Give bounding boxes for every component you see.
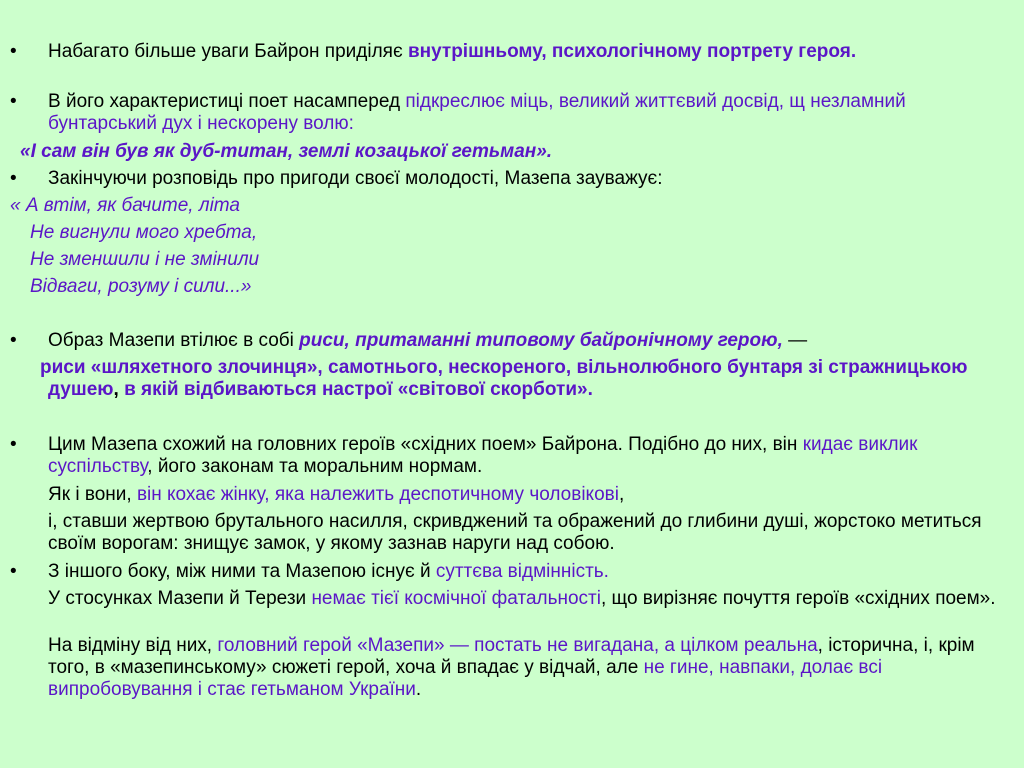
highlight: риси «шляхетного злочинця», самотнього, нескореного, вільнолюбного бунтаря зі стражницькою душею bbox=[40, 357, 968, 400]
bullet: • bbox=[10, 434, 17, 455]
paragraph-1 bbox=[10, 41, 1010, 63]
highlight: не гине, навпаки, долає всі випробовування і стає гетьманом України bbox=[48, 657, 883, 700]
highlight: він кохає жінку, яка належить деспотичному чоловікові bbox=[136, 484, 619, 505]
highlight: внутрішньому, психологічному портрету героя. bbox=[407, 41, 857, 62]
text: На відміну від них, bbox=[48, 635, 218, 656]
text: , bbox=[618, 484, 625, 505]
text: Набагато більше уваги Байрон приділяє bbox=[48, 41, 408, 62]
paragraph-9 bbox=[48, 588, 1010, 610]
highlight: риси, притаманні типовому байронічному герою, bbox=[299, 330, 783, 351]
text: , bbox=[113, 379, 125, 400]
poem-line-2: Не вигнули мого хребта, bbox=[30, 222, 258, 243]
bullet: • bbox=[10, 91, 17, 112]
text: Закінчуючи розповідь про пригоди своєї молодості, Мазепа зауважує: bbox=[48, 168, 663, 189]
paragraph-6 bbox=[48, 484, 1010, 506]
paragraph-4 bbox=[10, 330, 1010, 352]
poem-line-3: Не зменшили і не змінили bbox=[30, 249, 260, 270]
highlight: суттєва відмінність. bbox=[435, 561, 609, 582]
text: , історична, і, крім того, в «мазепинському» сюжеті герой, хоча й впадає у відчай, але bbox=[48, 635, 975, 678]
text: Як і вони, bbox=[48, 484, 137, 505]
paragraph-5 bbox=[10, 434, 1010, 478]
paragraph-4-continued bbox=[40, 357, 1010, 401]
text: Образ Мазепи втілює в собі bbox=[48, 330, 300, 351]
highlight: головний герой «Мазепи» — постать не вигадана, а цілком реальна bbox=[217, 635, 818, 656]
text: В його характеристиці поет насамперед bbox=[48, 91, 406, 112]
bullet: • bbox=[10, 168, 17, 189]
highlight: підкреслює міць, великий життєвий досвід, щ незламний бунтарський дух і нескорену волю: bbox=[48, 91, 906, 134]
text: — bbox=[782, 330, 808, 351]
highlight: в якій відбиваються настрої «світової скорботи». bbox=[124, 379, 593, 400]
bullet: • bbox=[10, 330, 17, 351]
paragraph-8 bbox=[10, 561, 1010, 583]
text: . bbox=[415, 679, 422, 700]
bullet: • bbox=[10, 41, 17, 62]
quote-line: «І сам він був як дуб-титан, землі козацької гетьман». bbox=[20, 141, 553, 162]
paragraph-10 bbox=[48, 635, 1010, 701]
paragraph-7: і, ставши жертвою брутального насилля, скривджений та ображений до глибини душі, жорстоко метиться своїм ворогам: знищує замок, у якому зазнав наруги над собою. bbox=[48, 511, 982, 554]
highlight: немає тієї космічної фатальності bbox=[311, 588, 601, 609]
highlight: кидає виклик суспільству bbox=[48, 434, 918, 477]
text: З іншого боку, між ними та Мазепою існує й bbox=[48, 561, 436, 582]
bullet: • bbox=[10, 561, 17, 582]
poem-line-4: Відваги, розуму і сили...» bbox=[30, 276, 252, 297]
poem-line-1: « А втім, як бачите, літа bbox=[10, 195, 240, 216]
text: , його законам та моральним нормам. bbox=[147, 456, 483, 477]
text: Цим Мазепа схожий на головних героїв «східних поем» Байрона. Подібно до них, він bbox=[48, 434, 803, 455]
text: , що вирізняє почуття героїв «східних поем». bbox=[600, 588, 996, 609]
paragraph-3 bbox=[10, 168, 1010, 190]
text: У стосунках Мазепи й Терези bbox=[48, 588, 312, 609]
paragraph-2 bbox=[10, 91, 1010, 135]
